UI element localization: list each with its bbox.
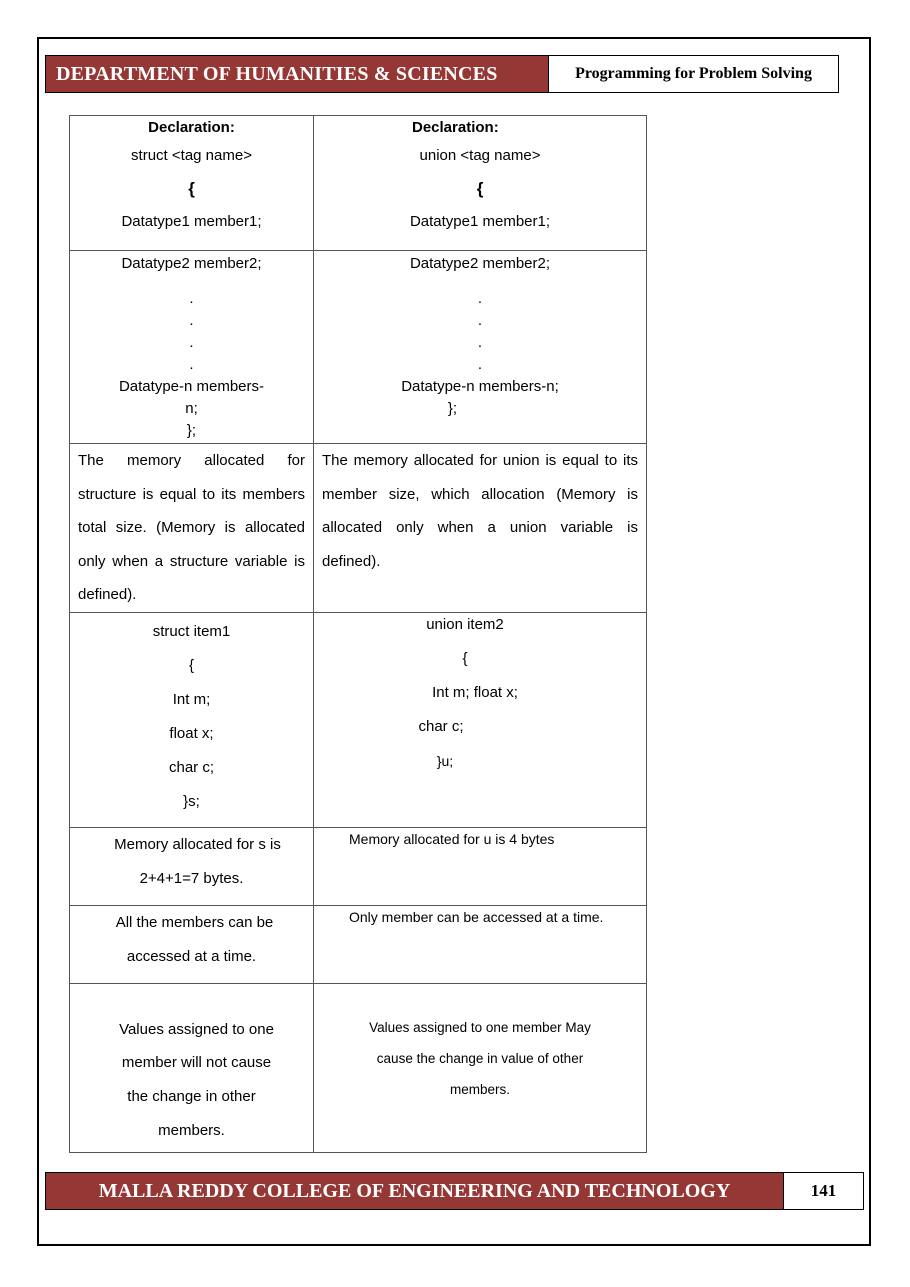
union-values-cell bbox=[314, 983, 647, 1152]
table-row bbox=[70, 251, 647, 444]
struct-size-line: Memory allocated for s is bbox=[114, 835, 281, 853]
union-dot: . bbox=[477, 356, 483, 373]
union-dot: . bbox=[477, 290, 483, 307]
union-example-line: }u; bbox=[436, 752, 454, 769]
struct-dot: . bbox=[189, 334, 194, 351]
union-brace-open: { bbox=[476, 179, 484, 198]
union-dot: . bbox=[477, 312, 483, 329]
department-title: DEPARTMENT OF HUMANITIES & SCIENCES bbox=[46, 56, 548, 92]
union-access-text: Only member can be accessed at a time. bbox=[349, 908, 604, 925]
struct-access-cell bbox=[70, 905, 314, 983]
union-example-line: { bbox=[462, 649, 468, 667]
union-values-line: Values assigned to one member May bbox=[369, 1019, 591, 1035]
union-member1: Datatype1 member1; bbox=[409, 213, 551, 230]
union-brace-close: }; bbox=[447, 400, 458, 417]
union-tag-line: union <tag name> bbox=[419, 147, 541, 164]
union-memory-cell bbox=[314, 444, 647, 613]
table-row bbox=[70, 116, 647, 251]
struct-member1: Datatype1 member1; bbox=[121, 213, 262, 230]
union-values-line: members. bbox=[449, 1081, 510, 1097]
table-row bbox=[70, 827, 647, 905]
struct-brace-open: { bbox=[188, 179, 195, 198]
struct-values-line: the change in other bbox=[127, 1087, 256, 1105]
struct-example-line: float x; bbox=[169, 724, 214, 742]
struct-declaration-heading: Declaration: bbox=[148, 119, 235, 136]
struct-memory-cell bbox=[70, 444, 314, 613]
table-row bbox=[70, 612, 647, 827]
struct-example-cell bbox=[70, 612, 314, 827]
struct-member2: Datatype2 member2; bbox=[121, 255, 262, 272]
page-footer bbox=[45, 1172, 864, 1210]
struct-example-line: char c; bbox=[168, 758, 214, 776]
struct-union-comparison-table bbox=[69, 115, 647, 1153]
struct-size-cell bbox=[70, 827, 314, 905]
table-row bbox=[70, 983, 647, 1152]
struct-member-n: Datatype-n members- bbox=[118, 378, 265, 395]
union-declaration-cont-cell bbox=[314, 251, 647, 444]
struct-declaration-cont-cell bbox=[70, 251, 314, 444]
struct-brace-close: }; bbox=[186, 422, 197, 439]
union-example-line: Int m; float x; bbox=[432, 683, 518, 701]
struct-declaration-cell bbox=[70, 116, 314, 251]
union-memory-text: The memory allocated for union is equal to its member size, which allocation (Memory is allocated only when a union variable is defined). bbox=[322, 452, 638, 570]
struct-example-line: { bbox=[188, 656, 194, 674]
union-declaration-cell bbox=[314, 116, 647, 251]
union-example-line: union item2 bbox=[426, 615, 504, 633]
table-row bbox=[70, 905, 647, 983]
page-number: 141 bbox=[783, 1173, 863, 1209]
subject-title: Programming for Problem Solving bbox=[548, 56, 838, 92]
struct-example-line: Int m; bbox=[172, 690, 211, 708]
struct-access-line: accessed at a time. bbox=[126, 947, 257, 965]
struct-example-line: struct item1 bbox=[152, 622, 231, 640]
union-member2: Datatype2 member2; bbox=[409, 255, 551, 272]
struct-member-n-cont: n; bbox=[185, 400, 198, 417]
struct-tag-line: struct <tag name> bbox=[131, 147, 252, 164]
struct-values-line: Values assigned to one bbox=[119, 1020, 274, 1038]
struct-dot: . bbox=[189, 312, 194, 329]
college-name: MALLA REDDY COLLEGE OF ENGINEERING AND TECHNOLOGY bbox=[46, 1173, 783, 1209]
union-example-cell bbox=[314, 612, 647, 827]
union-member-n: Datatype-n members-n; bbox=[401, 378, 559, 395]
union-size-text: Memory allocated for u is 4 bytes bbox=[349, 830, 555, 847]
struct-values-cell bbox=[70, 983, 314, 1152]
union-access-cell bbox=[314, 905, 647, 983]
union-example-line: char c; bbox=[418, 717, 464, 735]
page-header bbox=[45, 55, 839, 93]
table-row bbox=[70, 444, 647, 613]
struct-size-line: 2+4+1=7 bytes. bbox=[139, 869, 244, 887]
union-values-line: cause the change in value of other bbox=[376, 1050, 584, 1066]
union-size-cell bbox=[314, 827, 647, 905]
struct-dot: . bbox=[189, 290, 194, 307]
struct-values-line: member will not cause bbox=[121, 1054, 272, 1072]
struct-memory-text: The memory allocated for structure is equal to its members total size. (Memory is allocated only when a structure variable is defined). bbox=[78, 452, 305, 603]
union-dot: . bbox=[477, 334, 483, 351]
struct-values-line: members. bbox=[158, 1121, 225, 1139]
union-declaration-heading: Declaration: bbox=[412, 119, 499, 136]
struct-access-line: All the members can be bbox=[115, 913, 274, 931]
struct-example-line: }s; bbox=[183, 792, 200, 810]
struct-dot: . bbox=[189, 356, 194, 373]
